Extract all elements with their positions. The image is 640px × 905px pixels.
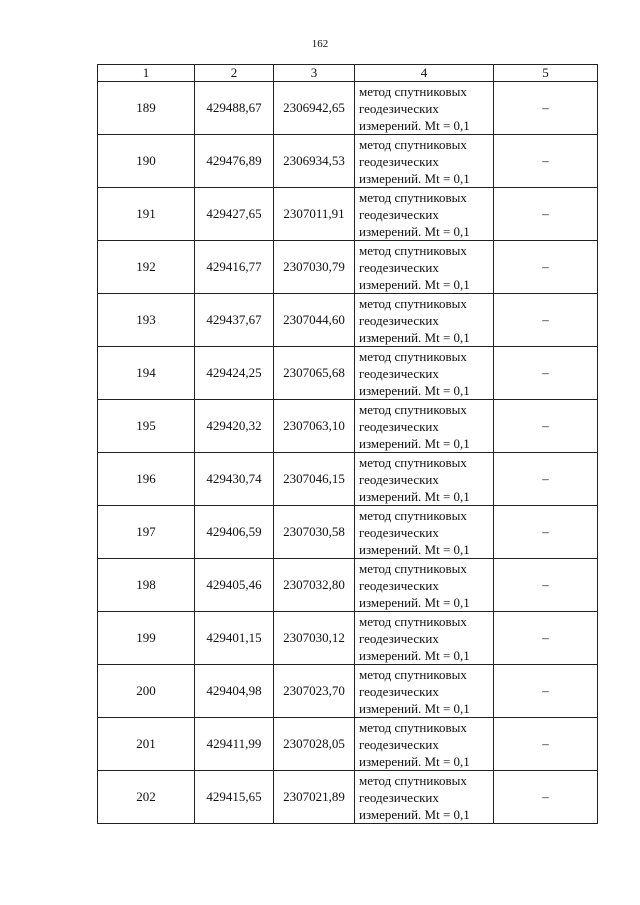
point-number-cell: 191 xyxy=(98,188,195,241)
y-coordinate-cell: 2307021,89 xyxy=(274,771,355,824)
point-number-cell: 189 xyxy=(98,82,195,135)
note-cell: – xyxy=(494,718,598,771)
method-line: измерений. Mt = 0,1 xyxy=(359,117,470,133)
note-cell: – xyxy=(494,82,598,135)
method-line: измерений. Mt = 0,1 xyxy=(359,223,470,239)
method-line: измерений. Mt = 0,1 xyxy=(359,594,470,610)
note-cell: – xyxy=(494,241,598,294)
method-cell xyxy=(355,241,494,294)
point-number-cell: 192 xyxy=(98,241,195,294)
method-line: метод спутниковых xyxy=(359,83,467,99)
y-coordinate-cell: 2306942,65 xyxy=(274,82,355,135)
header-row xyxy=(98,65,598,82)
method-cell xyxy=(355,771,494,824)
method-line: метод спутниковых xyxy=(359,613,467,629)
point-number-cell: 190 xyxy=(98,135,195,188)
method-cell xyxy=(355,135,494,188)
table-row xyxy=(98,771,598,824)
method-line: метод спутниковых xyxy=(359,719,467,735)
method-line: измерений. Mt = 0,1 xyxy=(359,329,470,345)
method-line: геодезических xyxy=(359,471,439,487)
method-line: геодезических xyxy=(359,259,439,275)
x-coordinate-cell: 429424,25 xyxy=(195,347,274,400)
header-col-1: 1 xyxy=(98,65,195,82)
x-coordinate-cell: 429406,59 xyxy=(195,506,274,559)
method-line: геодезических xyxy=(359,153,439,169)
table-row xyxy=(98,400,598,453)
method-line: геодезических xyxy=(359,312,439,328)
note-cell: – xyxy=(494,347,598,400)
method-line: геодезических xyxy=(359,100,439,116)
y-coordinate-cell: 2307028,05 xyxy=(274,718,355,771)
point-number-cell: 194 xyxy=(98,347,195,400)
point-number-cell: 201 xyxy=(98,718,195,771)
method-line: геодезических xyxy=(359,524,439,540)
method-line: геодезических xyxy=(359,630,439,646)
note-cell: – xyxy=(494,612,598,665)
method-line: метод спутниковых xyxy=(359,348,467,364)
table-row xyxy=(98,453,598,506)
x-coordinate-cell: 429404,98 xyxy=(195,665,274,718)
method-line: метод спутниковых xyxy=(359,136,467,152)
y-coordinate-cell: 2307030,58 xyxy=(274,506,355,559)
page-number: 162 xyxy=(311,38,329,50)
point-number-cell: 199 xyxy=(98,612,195,665)
note-cell: – xyxy=(494,400,598,453)
method-cell xyxy=(355,347,494,400)
method-cell xyxy=(355,453,494,506)
note-cell: – xyxy=(494,294,598,347)
point-number-cell: 195 xyxy=(98,400,195,453)
method-line: геодезических xyxy=(359,736,439,752)
note-cell: – xyxy=(494,506,598,559)
point-number-cell: 200 xyxy=(98,665,195,718)
method-line: геодезических xyxy=(359,683,439,699)
method-cell xyxy=(355,82,494,135)
method-cell xyxy=(355,294,494,347)
note-cell: – xyxy=(494,559,598,612)
header-col-4: 4 xyxy=(355,65,494,82)
table-row xyxy=(98,665,598,718)
y-coordinate-cell: 2306934,53 xyxy=(274,135,355,188)
method-line: геодезических xyxy=(359,789,439,805)
x-coordinate-cell: 429427,65 xyxy=(195,188,274,241)
table-row xyxy=(98,294,598,347)
x-coordinate-cell: 429437,67 xyxy=(195,294,274,347)
method-line: измерений. Mt = 0,1 xyxy=(359,647,470,663)
method-line: измерений. Mt = 0,1 xyxy=(359,806,470,822)
x-coordinate-cell: 429411,99 xyxy=(195,718,274,771)
method-line: метод спутниковых xyxy=(359,772,467,788)
method-line: метод спутниковых xyxy=(359,242,467,258)
y-coordinate-cell: 2307044,60 xyxy=(274,294,355,347)
method-line: измерений. Mt = 0,1 xyxy=(359,435,470,451)
point-number-cell: 197 xyxy=(98,506,195,559)
table-row xyxy=(98,135,598,188)
method-line: измерений. Mt = 0,1 xyxy=(359,488,470,504)
header-col-3: 3 xyxy=(274,65,355,82)
x-coordinate-cell: 429415,65 xyxy=(195,771,274,824)
table-row xyxy=(98,82,598,135)
method-line: метод спутниковых xyxy=(359,560,467,576)
note-cell: – xyxy=(494,771,598,824)
y-coordinate-cell: 2307065,68 xyxy=(274,347,355,400)
method-cell xyxy=(355,559,494,612)
y-coordinate-cell: 2307063,10 xyxy=(274,400,355,453)
x-coordinate-cell: 429430,74 xyxy=(195,453,274,506)
x-coordinate-cell: 429476,89 xyxy=(195,135,274,188)
method-line: метод спутниковых xyxy=(359,666,467,682)
x-coordinate-cell: 429405,46 xyxy=(195,559,274,612)
method-line: метод спутниковых xyxy=(359,454,467,470)
method-cell xyxy=(355,400,494,453)
y-coordinate-cell: 2307023,70 xyxy=(274,665,355,718)
method-line: метод спутниковых xyxy=(359,295,467,311)
method-cell xyxy=(355,665,494,718)
point-number-cell: 202 xyxy=(98,771,195,824)
method-line: геодезических xyxy=(359,418,439,434)
method-line: измерений. Mt = 0,1 xyxy=(359,753,470,769)
y-coordinate-cell: 2307046,15 xyxy=(274,453,355,506)
coordinates-table xyxy=(97,64,598,824)
x-coordinate-cell: 429416,77 xyxy=(195,241,274,294)
method-line: измерений. Mt = 0,1 xyxy=(359,276,470,292)
table-row xyxy=(98,347,598,400)
table-body xyxy=(98,82,598,824)
method-line: метод спутниковых xyxy=(359,401,467,417)
table-row xyxy=(98,506,598,559)
method-line: геодезических xyxy=(359,206,439,222)
method-cell xyxy=(355,612,494,665)
y-coordinate-cell: 2307030,79 xyxy=(274,241,355,294)
table-row xyxy=(98,559,598,612)
method-line: геодезических xyxy=(359,365,439,381)
y-coordinate-cell: 2307030,12 xyxy=(274,612,355,665)
table-header xyxy=(98,65,598,82)
note-cell: – xyxy=(494,135,598,188)
table-row xyxy=(98,612,598,665)
table-row xyxy=(98,188,598,241)
point-number-cell: 196 xyxy=(98,453,195,506)
header-col-2: 2 xyxy=(195,65,274,82)
y-coordinate-cell: 2307011,91 xyxy=(274,188,355,241)
x-coordinate-cell: 429401,15 xyxy=(195,612,274,665)
x-coordinate-cell: 429488,67 xyxy=(195,82,274,135)
method-line: измерений. Mt = 0,1 xyxy=(359,700,470,716)
method-line: геодезических xyxy=(359,577,439,593)
note-cell: – xyxy=(494,188,598,241)
table-row xyxy=(98,241,598,294)
point-number-cell: 198 xyxy=(98,559,195,612)
note-cell: – xyxy=(494,453,598,506)
method-cell xyxy=(355,188,494,241)
method-line: метод спутниковых xyxy=(359,507,467,523)
method-line: измерений. Mt = 0,1 xyxy=(359,382,470,398)
method-cell xyxy=(355,718,494,771)
method-cell xyxy=(355,506,494,559)
note-cell: – xyxy=(494,665,598,718)
x-coordinate-cell: 429420,32 xyxy=(195,400,274,453)
point-number-cell: 193 xyxy=(98,294,195,347)
method-line: измерений. Mt = 0,1 xyxy=(359,170,470,186)
method-line: измерений. Mt = 0,1 xyxy=(359,541,470,557)
header-col-5: 5 xyxy=(494,65,598,82)
method-line: метод спутниковых xyxy=(359,189,467,205)
y-coordinate-cell: 2307032,80 xyxy=(274,559,355,612)
table-row xyxy=(98,718,598,771)
